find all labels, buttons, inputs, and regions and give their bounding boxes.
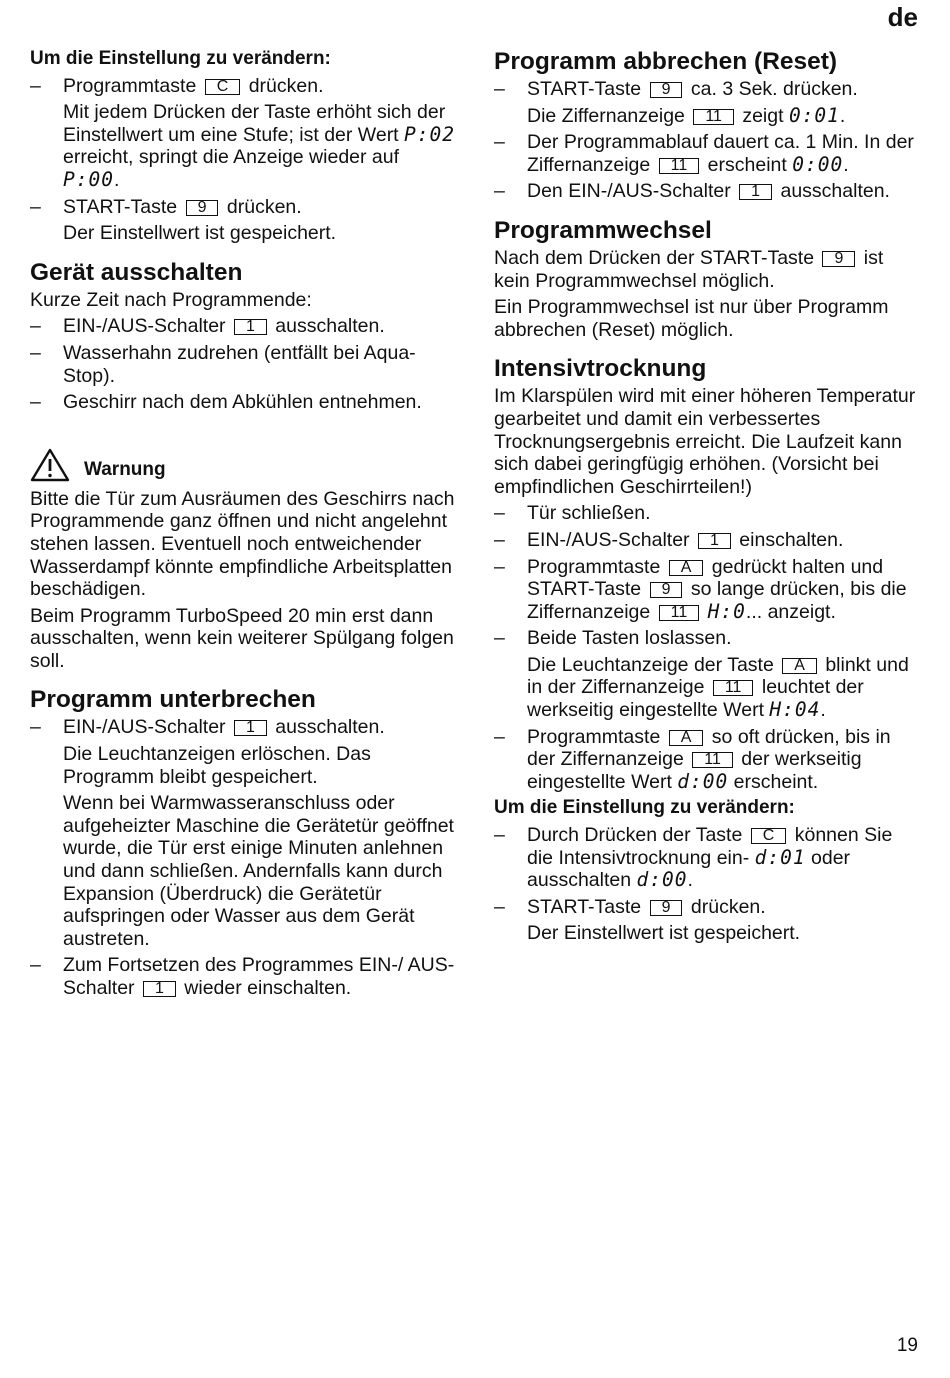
list-subtext: Die Leuchtanzeigen erlöschen. Das Programm bleibt gespeichert. — [63, 743, 371, 788]
list-item: – START-Taste 9 drücken. — [494, 896, 919, 919]
paragraph: Ein Programmwechsel ist nur über Programm abbrechen (Reset) möglich. — [494, 296, 889, 341]
key-label: 1 — [698, 533, 731, 549]
list-item: – START-Taste 9 drücken. — [30, 196, 460, 219]
warning-icon — [30, 448, 70, 482]
key-label: 9 — [822, 251, 855, 267]
section-heading: Programm abbrechen (Reset) — [494, 48, 838, 75]
warning-heading — [30, 448, 460, 482]
list-item: – EIN-/AUS-Schalter 1 ausschalten. — [30, 315, 460, 338]
key-label: 9 — [186, 200, 219, 216]
list-item: – START-Taste 9 ca. 3 Sek. drücken. — [494, 78, 919, 101]
list-item: – Durch Drücken der Taste C können Sie die Intensivtrocknung ein- d:01 oder ausschalten d:00. — [494, 824, 919, 892]
list-item: – Beide Tasten loslassen. — [494, 627, 919, 650]
settings-heading: Um die Einstellung zu verändern: — [494, 797, 795, 819]
display-value: d:00 — [636, 868, 688, 892]
language-code: de — [887, 2, 918, 32]
key-label: 1 — [234, 720, 267, 736]
display-value: P:00 — [63, 167, 114, 191]
list-item: – Programmtaste C drücken. — [30, 75, 460, 98]
key-label: 9 — [650, 82, 683, 98]
key-label: A — [669, 560, 704, 576]
display-value: H:0 — [707, 599, 746, 623]
list-subtext: Mit jedem Drücken der Taste erhöht sich der Einstellwert um eine Stufe; ist der Wert P:02 erreicht, springt die Anzeige wieder auf P:00. — [63, 101, 455, 191]
display-value: d:00 — [677, 769, 729, 793]
list-subtext: Der Einstellwert ist gespeichert. — [527, 922, 801, 945]
warning-title: Warnung — [84, 459, 166, 481]
list-item: – EIN-/AUS-Schalter 1 einschalten. — [494, 529, 919, 552]
paragraph: Bitte die Tür zum Ausräumen des Geschirrs nach Programmende ganz öffnen und nicht angelehnt stehen lassen. Eventuell noch entweichender Wasserdampf könnte empfindliche Arbeitsplatten beschädigen. — [30, 487, 455, 601]
list-item: – EIN-/AUS-Schalter 1 ausschalten. — [30, 716, 460, 739]
settings-heading: Um die Einstellung zu verändern: — [30, 48, 331, 69]
key-label: 1 — [234, 319, 267, 335]
list-item: – Der Programmablauf dauert ca. 1 Min. In der Ziffernanzeige 11 erscheint 0:00. — [494, 131, 919, 176]
key-label: 9 — [650, 900, 683, 916]
left-column — [30, 48, 460, 1004]
list-item: – Geschirr nach dem Abkühlen entnehmen. — [30, 391, 460, 414]
key-label: A — [669, 730, 704, 746]
key-label: 1 — [739, 184, 772, 200]
list-item: – Programmtaste A gedrückt halten und START-Taste 9 so lange drücken, bis die Ziffernanzeige 11 H:0... anzeigt. — [494, 556, 919, 624]
list-item: – Wasserhahn zudrehen (entfällt bei Aqua-Stop). — [30, 342, 460, 387]
key-label: 1 — [143, 981, 176, 997]
key-label: C — [751, 828, 787, 844]
paragraph: Kurze Zeit nach Programmende: — [30, 288, 312, 311]
display-value: d:01 — [754, 845, 806, 869]
list-item: – Tür schließen. — [494, 502, 919, 525]
display-value: H:04 — [769, 698, 821, 722]
list-subtext: Der Einstellwert ist gespeichert. — [63, 222, 337, 245]
display-value: 0:01 — [788, 103, 840, 127]
paragraph: Beim Programm TurboSpeed 20 min erst dann ausschalten, wenn kein weiterer Spülgang folgen soll. — [30, 604, 454, 672]
page-number: 19 — [896, 1335, 918, 1356]
section-heading: Intensivtrocknung — [494, 355, 707, 383]
key-label: C — [205, 79, 241, 95]
key-label: 9 — [650, 582, 683, 598]
list-item: – Programmtaste A so oft drücken, bis in der Ziffernanzeige 11 der werkseitig eingestellte Wert d:00 erscheint. — [494, 726, 919, 794]
display-value: P:02 — [404, 122, 455, 146]
paragraph: Im Klarspülen wird mit einer höheren Temperatur gearbeitet und damit ein verbessertes Trocknungsergebnis erreicht. Die Laufzeit kann sich dabei geringfügig erhöhen. (Vorsicht bei empfindlichen Geschirrteilen!) — [494, 385, 916, 498]
list-subtext: Die Leuchtanzeige der Taste A blinkt und in der Ziffernanzeige 11 leuchtet der werkseitig eingestellte Wert H:04. — [527, 653, 909, 722]
key-label: 11 — [713, 680, 754, 696]
section-heading: Programm unterbrechen — [30, 686, 316, 714]
list-item: – Zum Fortsetzen des Programmes EIN-/ AUS-Schalter 1 wieder einschalten. — [30, 954, 460, 999]
list-subtext: Wenn bei Warmwasseranschluss oder aufgeheizter Maschine die Gerätetür geöffnet wurde, die Tür erst einige Minuten anlehnen und dann schließen. Andernfalls kann durch Expansion (Überdruck) die Gerätetür aufspringen oder Wasser aus dem Gerät austreten. — [63, 792, 454, 950]
key-label: 11 — [692, 752, 733, 768]
key-label: 11 — [659, 605, 700, 621]
key-label: 11 — [693, 109, 734, 125]
section-heading: Gerät ausschalten — [30, 258, 243, 286]
list-item: – Den EIN-/AUS-Schalter 1 ausschalten. — [494, 180, 919, 203]
section-heading: Programmwechsel — [494, 216, 712, 244]
key-label: A — [782, 658, 817, 674]
right-column — [494, 48, 919, 949]
display-value: 0:00 — [792, 152, 844, 176]
list-subtext: Die Ziffernanzeige 11 zeigt 0:01. — [527, 103, 846, 127]
paragraph: Nach dem Drücken der START-Taste 9 ist kein Programmwechsel möglich. — [494, 246, 884, 292]
key-label: 11 — [659, 158, 700, 174]
